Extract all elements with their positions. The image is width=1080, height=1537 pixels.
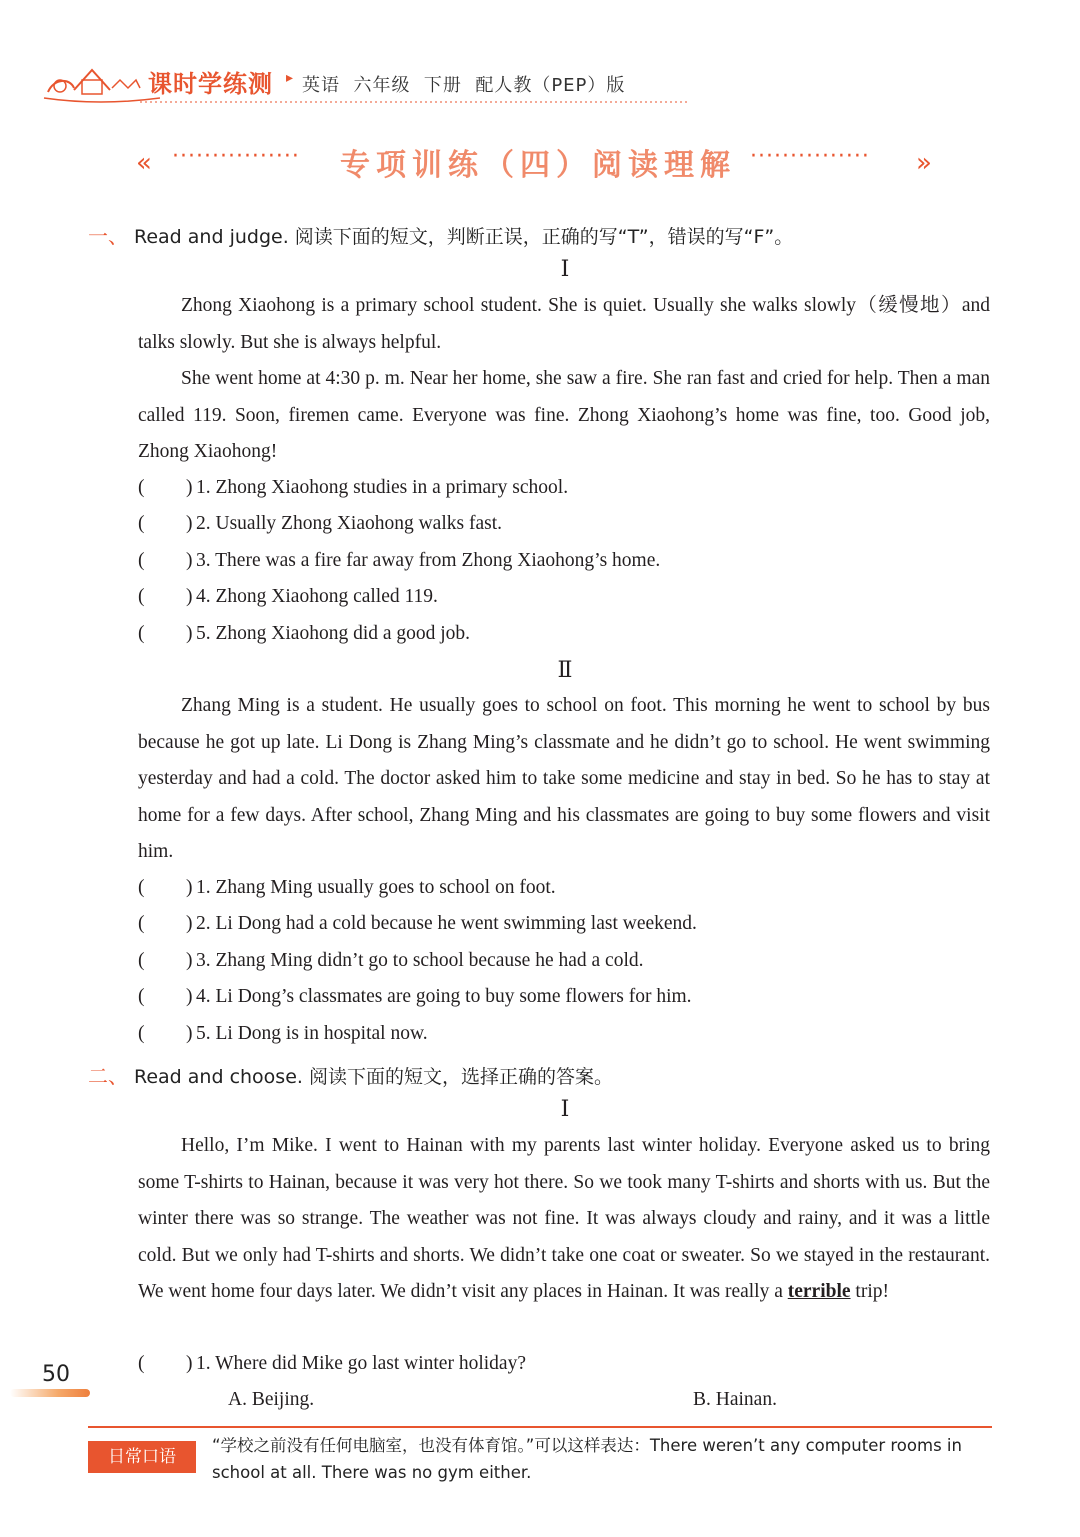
list-item: ( ) 3. Zhang Ming didn’t go to school because he had a cold. xyxy=(138,949,644,971)
passage1-text xyxy=(138,288,990,471)
footer-divider xyxy=(88,1426,992,1428)
part2-questions xyxy=(138,1346,990,1382)
list-item: ( ) 4. Li Dong’s classmates are going to buy some flowers for him. xyxy=(138,986,692,1008)
passage1-paragraph-2: She went home at 4:30 p. m. Near her home, she saw a fire. She ran fast and cried for help. Then a man called 119. Soon, firemen came. Everyone was fine. Zhong Xiaohong’s home was fine, too. Good job, Zhong Xiaohong! xyxy=(138,368,990,462)
passage1-roman: Ⅰ xyxy=(560,256,570,281)
arrow-icon: ▸ xyxy=(286,70,294,86)
list-item: ( ) 1. Zhong Xiaohong studies in a primary school. xyxy=(138,477,569,498)
section-title-bar xyxy=(130,140,950,188)
part2-passage1-text xyxy=(138,1128,990,1311)
passage2-questions xyxy=(138,870,990,1052)
list-item: ( ) 4. Zhong Xiaohong called 119. xyxy=(138,586,438,608)
part2-instruction: Read and choose. 阅读下面的短文，选择正确的答案。 xyxy=(134,1066,613,1088)
list-item: ( ) 2. Li Dong had a cold because he went swimming last weekend. xyxy=(138,913,697,935)
passage2-roman: Ⅱ xyxy=(557,657,573,682)
part1-number: 一、 xyxy=(88,224,128,248)
list-item: ( ) 2. Usually Zhong Xiaohong walks fast. xyxy=(138,513,503,535)
part2-heading xyxy=(88,1060,613,1089)
subject-info: 英语 六年级 下册 配人教（PEP）版 xyxy=(302,75,626,96)
part1-heading xyxy=(88,220,793,249)
list-item: ( ) 5. Zhong Xiaohong did a good job. xyxy=(138,622,471,644)
choice-b: B. Hainan. xyxy=(693,1389,777,1410)
list-item: ( ) 1. Where did Mike go last winter holiday? xyxy=(138,1353,526,1374)
double-chevron-right-icon: » xyxy=(916,148,932,178)
footer-tag: 日常口语 xyxy=(88,1441,196,1473)
dotted-divider-left: ················ xyxy=(172,144,300,169)
section-title: 专项训练（四）阅读理解 xyxy=(340,148,736,183)
list-item: ( ) 1. Zhang Ming usually goes to school on foot. xyxy=(138,877,556,898)
page-number: 50 xyxy=(42,1362,70,1387)
choice-a: A. Beijing. xyxy=(228,1389,315,1410)
page-header xyxy=(40,58,700,110)
brand-title: 课时学练测 xyxy=(148,70,273,98)
passage1-paragraph-1: Zhong Xiaohong is a primary school student. She is quiet. Usually she walks slowly（缓慢地）and talks slowly. But she is always helpful. xyxy=(138,295,990,353)
part1-instruction: Read and judge. 阅读下面的短文，判断正误，正确的写“T”，错误的写“F”。 xyxy=(134,226,794,248)
passage2-paragraph-1: Zhang Ming is a student. He usually goes to school on foot. This morning he went to school by bus because he got up late. Li Dong is Zhang Ming’s classmate and he didn’t go to school. He went swimming yesterday and had a cold. The doctor asked him to take some medicine and stay in bed. So he has to stay at home for a few days. After school, Zhang Ming and his classmates are going to buy some flowers and visit him. xyxy=(138,695,990,862)
double-chevron-left-icon: « xyxy=(136,148,152,178)
page-number-bar xyxy=(10,1389,90,1397)
passage2-text xyxy=(138,688,990,871)
footer-text: “学校之前没有任何电脑室，也没有体育馆。”可以这样表达：There weren’t any computer rooms in school at all. There was no gym either. xyxy=(212,1436,962,1482)
list-item: ( ) 5. Li Dong is in hospital now. xyxy=(138,1022,428,1044)
highlighted-word: terrible xyxy=(787,1281,851,1302)
part2-number: 二、 xyxy=(88,1064,128,1088)
part2-passage1-paragraph: Hello, I’m Mike. I went to Hainan with my parents last winter holiday. Everyone asked us to bring some T-shirts to Hainan, because it was very hot there. So we took many T-shirts and shorts with us. But the winter there was so strange. The weather was not fine. It was always cloudy and rainy, and it was a little cold. But we only had T-shirts and shorts. We didn’t take one coat or sweater. So we stayed in the restaurant. We went home four days later. We didn’t visit any places in Hainan. It was really a terrible trip! xyxy=(138,1135,990,1302)
dotted-divider-right: ··············· xyxy=(750,144,870,169)
part2-passage1-roman: Ⅰ xyxy=(560,1096,570,1121)
passage1-questions xyxy=(138,470,990,652)
list-item: ( ) 3. There was a fire far away from Zhong Xiaohong’s home. xyxy=(138,549,661,571)
